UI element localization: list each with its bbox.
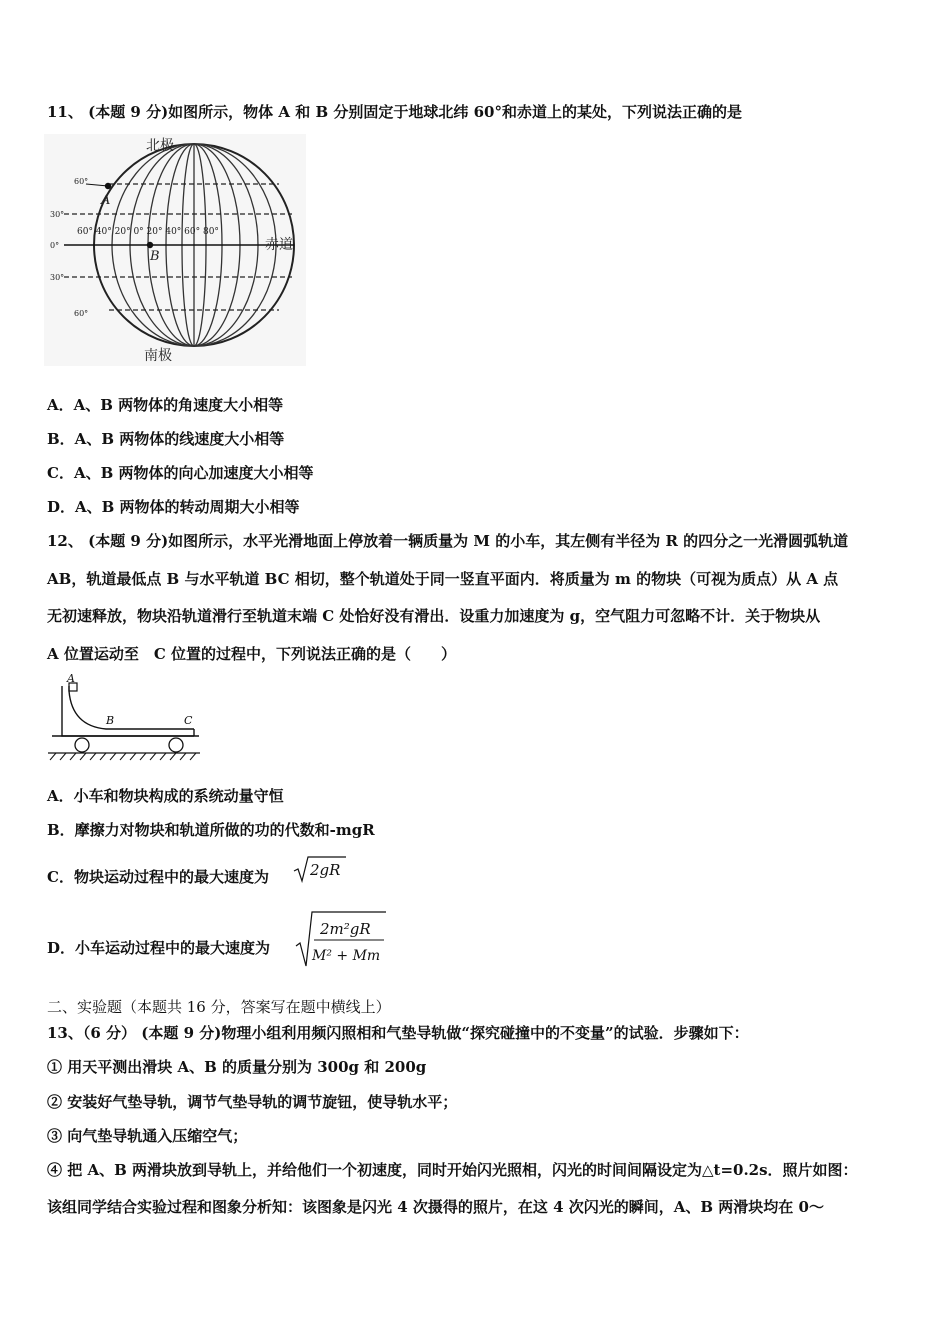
q11-option-d: D．A、B 两物体的转动周期大小相等 <box>47 498 300 516</box>
lat-label: 30° <box>50 210 65 219</box>
q13-step: ① 用天平测出滑块 A、B 的质量分别为 300g 和 200g <box>47 1058 427 1076</box>
point-c-label: C <box>184 714 193 727</box>
lat-label: 60° <box>74 177 89 186</box>
sqrt-2gr-formula <box>292 853 348 885</box>
q12-stem-line: A 位置运动至 C 位置的过程中，下列说法正确的是（ ） <box>47 645 457 663</box>
q12-option-b: B．摩擦力对物块和轨道所做的功的代数和-mgR <box>47 821 375 839</box>
north-pole-label: 北极 <box>146 138 174 154</box>
lat-label: 30° <box>50 273 65 282</box>
point-b-label: B <box>106 714 115 727</box>
q11-option-b: B．A、B 两物体的线速度大小相等 <box>47 430 285 448</box>
q12-stem-line: AB，轨道最低点 B 与水平轨道 BC 相切，整个轨道处于同一竖直平面内．将质量为 m 的物块（可视为质点）从 A 点 <box>47 570 839 588</box>
q13-step: 该组同学结合实验过程和图象分析知：该图象是闪光 4 次摄得的照片，在这 4 次闪光的瞬间，A、B 两滑块均在 0～ <box>47 1198 824 1216</box>
q12-option-d: D．小车运动过程中的最大速度为 <box>47 939 271 957</box>
sqrt-2gr-text: 2gR <box>310 861 341 879</box>
q11-option-c: C．A、B 两物体的向心加速度大小相等 <box>47 464 314 482</box>
fraction-denominator: M² + Mm <box>312 948 381 964</box>
point-a-label: A <box>67 674 75 685</box>
cart-track-figure <box>44 674 204 766</box>
lat-label: 0° <box>50 241 60 250</box>
section-2-heading: 二、实验题（本题共 16 分，答案写在题中横线上） <box>47 998 391 1016</box>
q11-option-a: A．A、B 两物体的角速度大小相等 <box>47 396 284 414</box>
point-b-label: B <box>150 249 160 264</box>
q11-stem: 11、 (本题 9 分)如图所示，物体 A 和 B 分别固定于地球北纬 60°和赤道上的某处，下列说法正确的是 <box>47 103 742 121</box>
equator-label: 赤道 <box>265 237 293 253</box>
fraction-numerator: 2m²gR <box>320 920 371 938</box>
point-a-label: A <box>101 193 111 208</box>
q13-step: ③ 向气垫导轨通入压缩空气； <box>47 1127 248 1145</box>
longitude-labels: 60° 40° 20° 0° 20° 40° 60° 80° <box>77 227 219 237</box>
lat-label: 60° <box>74 309 89 318</box>
q12-stem-line: 无初速释放，物块沿轨道滑行至轨道末端 C 处恰好没有滑出．设重力加速度为 g，空气阻力可忽略不计．关于物块从 <box>47 607 821 625</box>
globe-figure <box>44 134 306 366</box>
q12-option-a: A．小车和物块构成的系统动量守恒 <box>47 787 284 805</box>
q13-stem: 13、（6 分） (本题 9 分)物理小组利用频闪照相和气垫导轨做“探究碰撞中的不变量”的试验．步骤如下： <box>47 1024 749 1042</box>
sqrt-fraction-formula <box>294 910 390 970</box>
q13-step: ④ 把 A、B 两滑块放到导轨上，并给他们一个初速度，同时开始闪光照相，闪光的时间间隔设定为△t=0.2s．照片如图： <box>47 1161 858 1179</box>
q13-step: ② 安装好气垫导轨，调节气垫导轨的调节旋钮，使导轨水平； <box>47 1093 458 1111</box>
south-pole-label: 南极 <box>144 348 172 364</box>
q12-option-c: C．物块运动过程中的最大速度为 <box>47 868 269 886</box>
point-b-dot <box>147 242 153 248</box>
q12-stem-line: 12、 (本题 9 分)如图所示，水平光滑地面上停放着一辆质量为 M 的小车，其左侧有半径为 R 的四分之一光滑圆弧轨道 <box>47 532 849 550</box>
